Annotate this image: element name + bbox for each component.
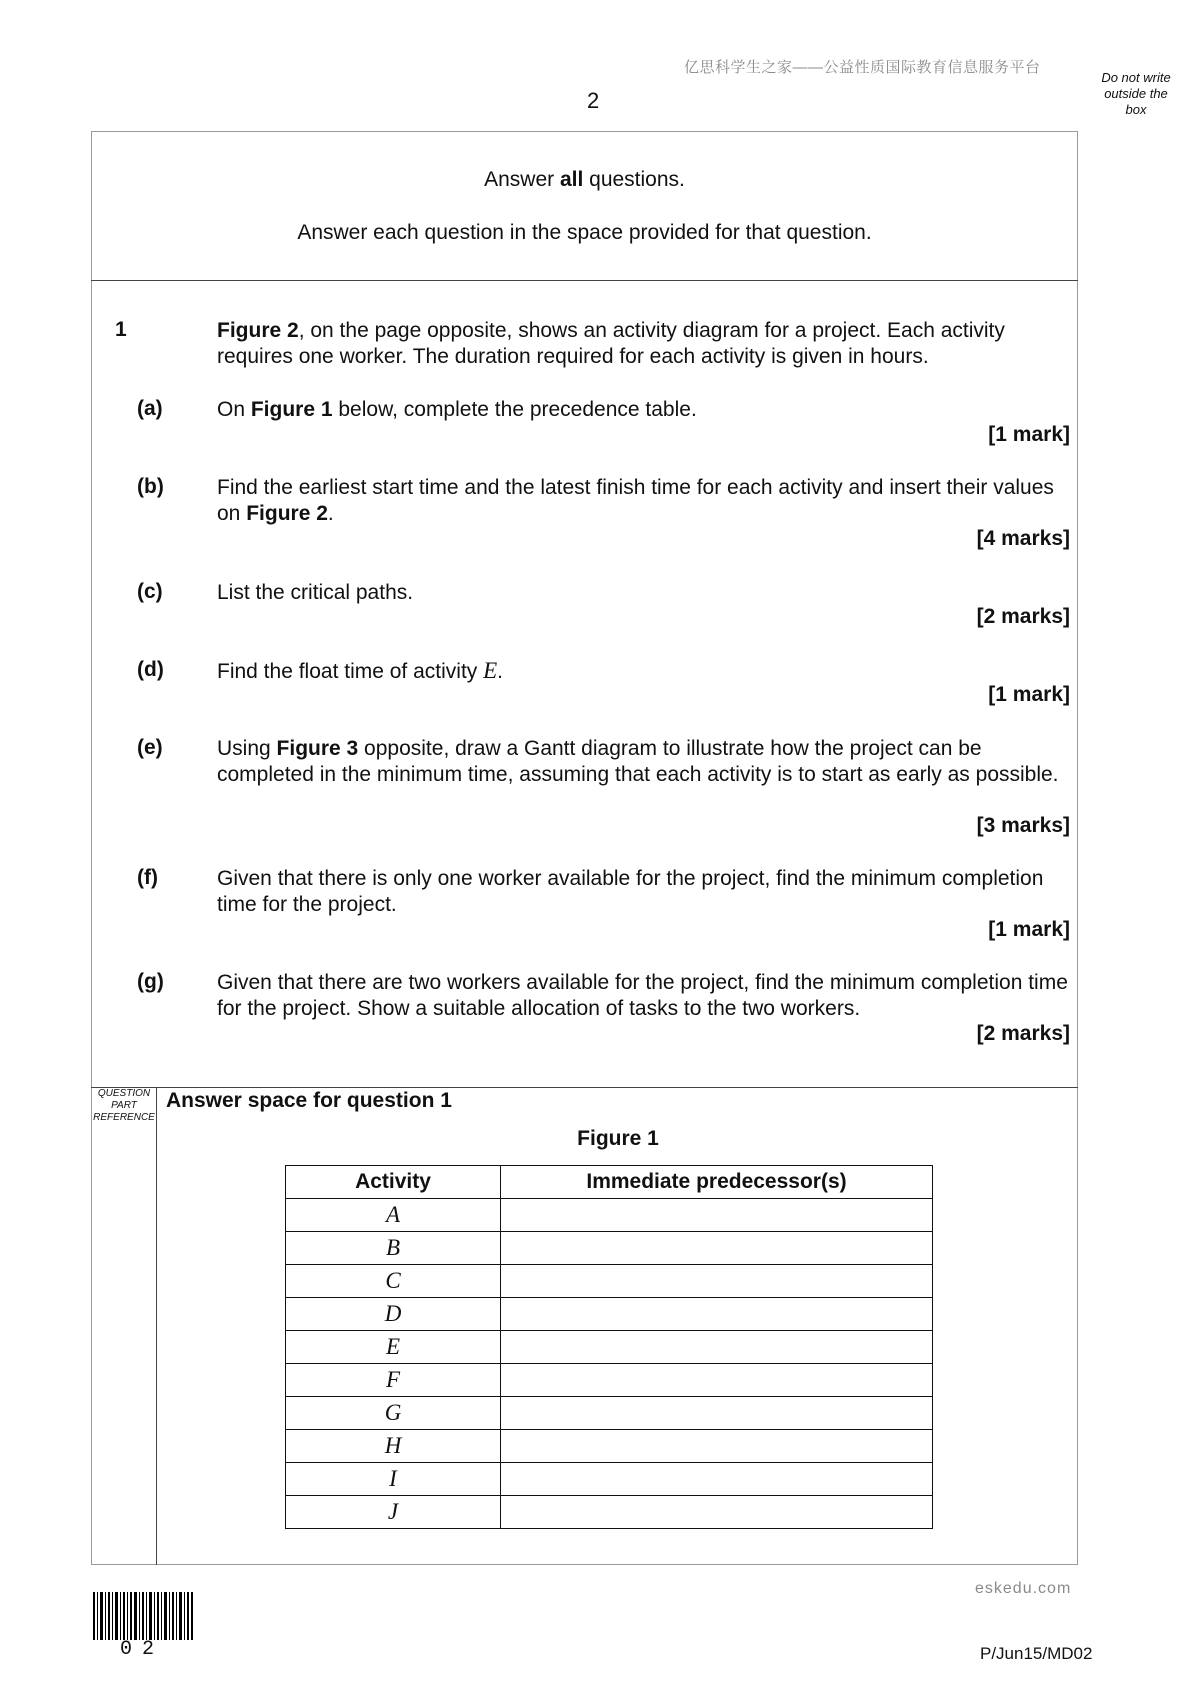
part-text: On (217, 398, 251, 421)
predecessor-cell[interactable] (501, 1397, 933, 1430)
part-text: Using (217, 737, 277, 760)
margin-note-line: outside the (1104, 86, 1168, 101)
precedence-table (285, 1165, 933, 1529)
site-watermark: eskedu.com (975, 1580, 1072, 1597)
activity-cell: C (286, 1265, 501, 1298)
predecessor-cell[interactable] (501, 1232, 933, 1265)
part-label-e: (e) (137, 736, 163, 759)
part-label-b: (b) (137, 475, 164, 498)
part-text: Find the earliest start time and the latest finish time for each activity and insert their values on (217, 476, 1054, 525)
figure-ref: Figure 3 (276, 737, 359, 760)
predecessor-cell[interactable] (501, 1265, 933, 1298)
marks-g: [2 marks] (976, 1022, 1070, 1045)
part-label-a: (a) (137, 397, 163, 420)
activity-cell: D (286, 1298, 501, 1331)
part-text-a (217, 397, 1070, 423)
table-row (286, 1397, 933, 1430)
qpr-line: REFERENCE (93, 1112, 155, 1123)
header-predecessors: Immediate predecessor(s) (501, 1166, 933, 1199)
part-text: . (497, 660, 504, 683)
activity-symbol: E (483, 658, 498, 683)
table-row (286, 1463, 933, 1496)
marks-f: [1 mark] (988, 918, 1070, 941)
part-label-f: (f) (137, 866, 158, 889)
marks-a: [1 mark] (988, 423, 1070, 446)
page-number: 2 (587, 88, 600, 113)
predecessor-cell[interactable] (501, 1463, 933, 1496)
figure-title: Figure 1 (577, 1127, 659, 1150)
margin-note-line: Do not write (1101, 70, 1171, 85)
activity-cell: J (286, 1496, 501, 1529)
question-part-reference (92, 1088, 156, 1124)
watermark-header: 亿思科学生之家——公益性质国际教育信息服务平台 (684, 59, 1041, 76)
divider (91, 1087, 1078, 1088)
part-label-g: (g) (137, 970, 164, 993)
activity-cell: H (286, 1430, 501, 1463)
question-number: 1 (115, 318, 127, 341)
predecessor-cell[interactable] (501, 1199, 933, 1232)
marks-b: [4 marks] (976, 527, 1070, 550)
activity-cell: G (286, 1397, 501, 1430)
table-row (286, 1364, 933, 1397)
part-label-d: (d) (137, 658, 164, 681)
part-text: Find the float time of activity (217, 660, 484, 683)
predecessor-cell[interactable] (501, 1331, 933, 1364)
instruction-text: questions. (583, 168, 685, 191)
instruction-text: Answer (484, 168, 560, 191)
part-text-f: Given that there is only one worker available for the project, find the minimum completion time for the project. (217, 867, 1044, 916)
table-row (286, 1331, 933, 1364)
divider (91, 280, 1078, 281)
barcode-icon (93, 1592, 193, 1640)
margin-note (1090, 70, 1182, 118)
barcode-number: 02 (120, 1638, 165, 1661)
header-activity: Activity (286, 1166, 501, 1199)
part-text: opposite, draw a Gantt diagram to illustrate how the project can be completed in the minimum time, assuming that each activity is to start as early as possible. (217, 737, 1059, 786)
part-text-c: List the critical paths. (217, 581, 414, 604)
instruction-emphasis: all (559, 168, 584, 191)
table-row (286, 1496, 933, 1529)
figure-ref: Figure 2 (217, 319, 299, 342)
table-row (286, 1232, 933, 1265)
paper-reference: P/Jun15/MD02 (980, 1644, 1093, 1663)
margin-divider (156, 1087, 157, 1565)
marks-d: [1 mark] (988, 683, 1070, 706)
part-text-b (217, 475, 1070, 527)
predecessor-cell[interactable] (501, 1430, 933, 1463)
part-text-d (217, 658, 1070, 685)
part-label-c: (c) (137, 580, 163, 603)
question-intro-text: , on the page opposite, shows an activity diagram for a project. Each activity requires one worker. The duration required for each activity is given in hours. (217, 319, 1005, 368)
predecessor-cell[interactable] (501, 1298, 933, 1331)
margin-note-line: box (1125, 102, 1147, 117)
predecessor-cell[interactable] (501, 1496, 933, 1529)
predecessor-cell[interactable] (501, 1364, 933, 1397)
marks-e: [3 marks] (976, 814, 1070, 837)
qpr-line: QUESTION (97, 1088, 151, 1099)
table-header-row (286, 1166, 933, 1199)
part-text-g: Given that there are two workers available for the project, find the minimum completion time for the project. Show a suitable allocation of tasks to the two workers. (217, 971, 1068, 1020)
activity-cell: F (286, 1364, 501, 1397)
instruction-answer-all (91, 168, 1078, 192)
part-text-e (217, 736, 1070, 788)
table-row (286, 1199, 933, 1232)
activity-cell: I (286, 1463, 501, 1496)
table-row (286, 1430, 933, 1463)
part-text: below, complete the precedence table. (332, 398, 697, 421)
marks-c: [2 marks] (976, 605, 1070, 628)
part-text: . (327, 502, 334, 525)
table-row (286, 1265, 933, 1298)
activity-cell: A (286, 1199, 501, 1232)
answer-space-title: Answer space for question 1 (166, 1089, 452, 1112)
figure-ref: Figure 1 (250, 398, 333, 421)
qpr-line: PART (111, 1100, 137, 1111)
figure-ref: Figure 2 (246, 502, 328, 525)
activity-cell: E (286, 1331, 501, 1364)
instruction-answer-space: Answer each question in the space provided for that question. (297, 221, 872, 244)
table-row (286, 1298, 933, 1331)
question-intro (217, 318, 1070, 370)
activity-cell: B (286, 1232, 501, 1265)
